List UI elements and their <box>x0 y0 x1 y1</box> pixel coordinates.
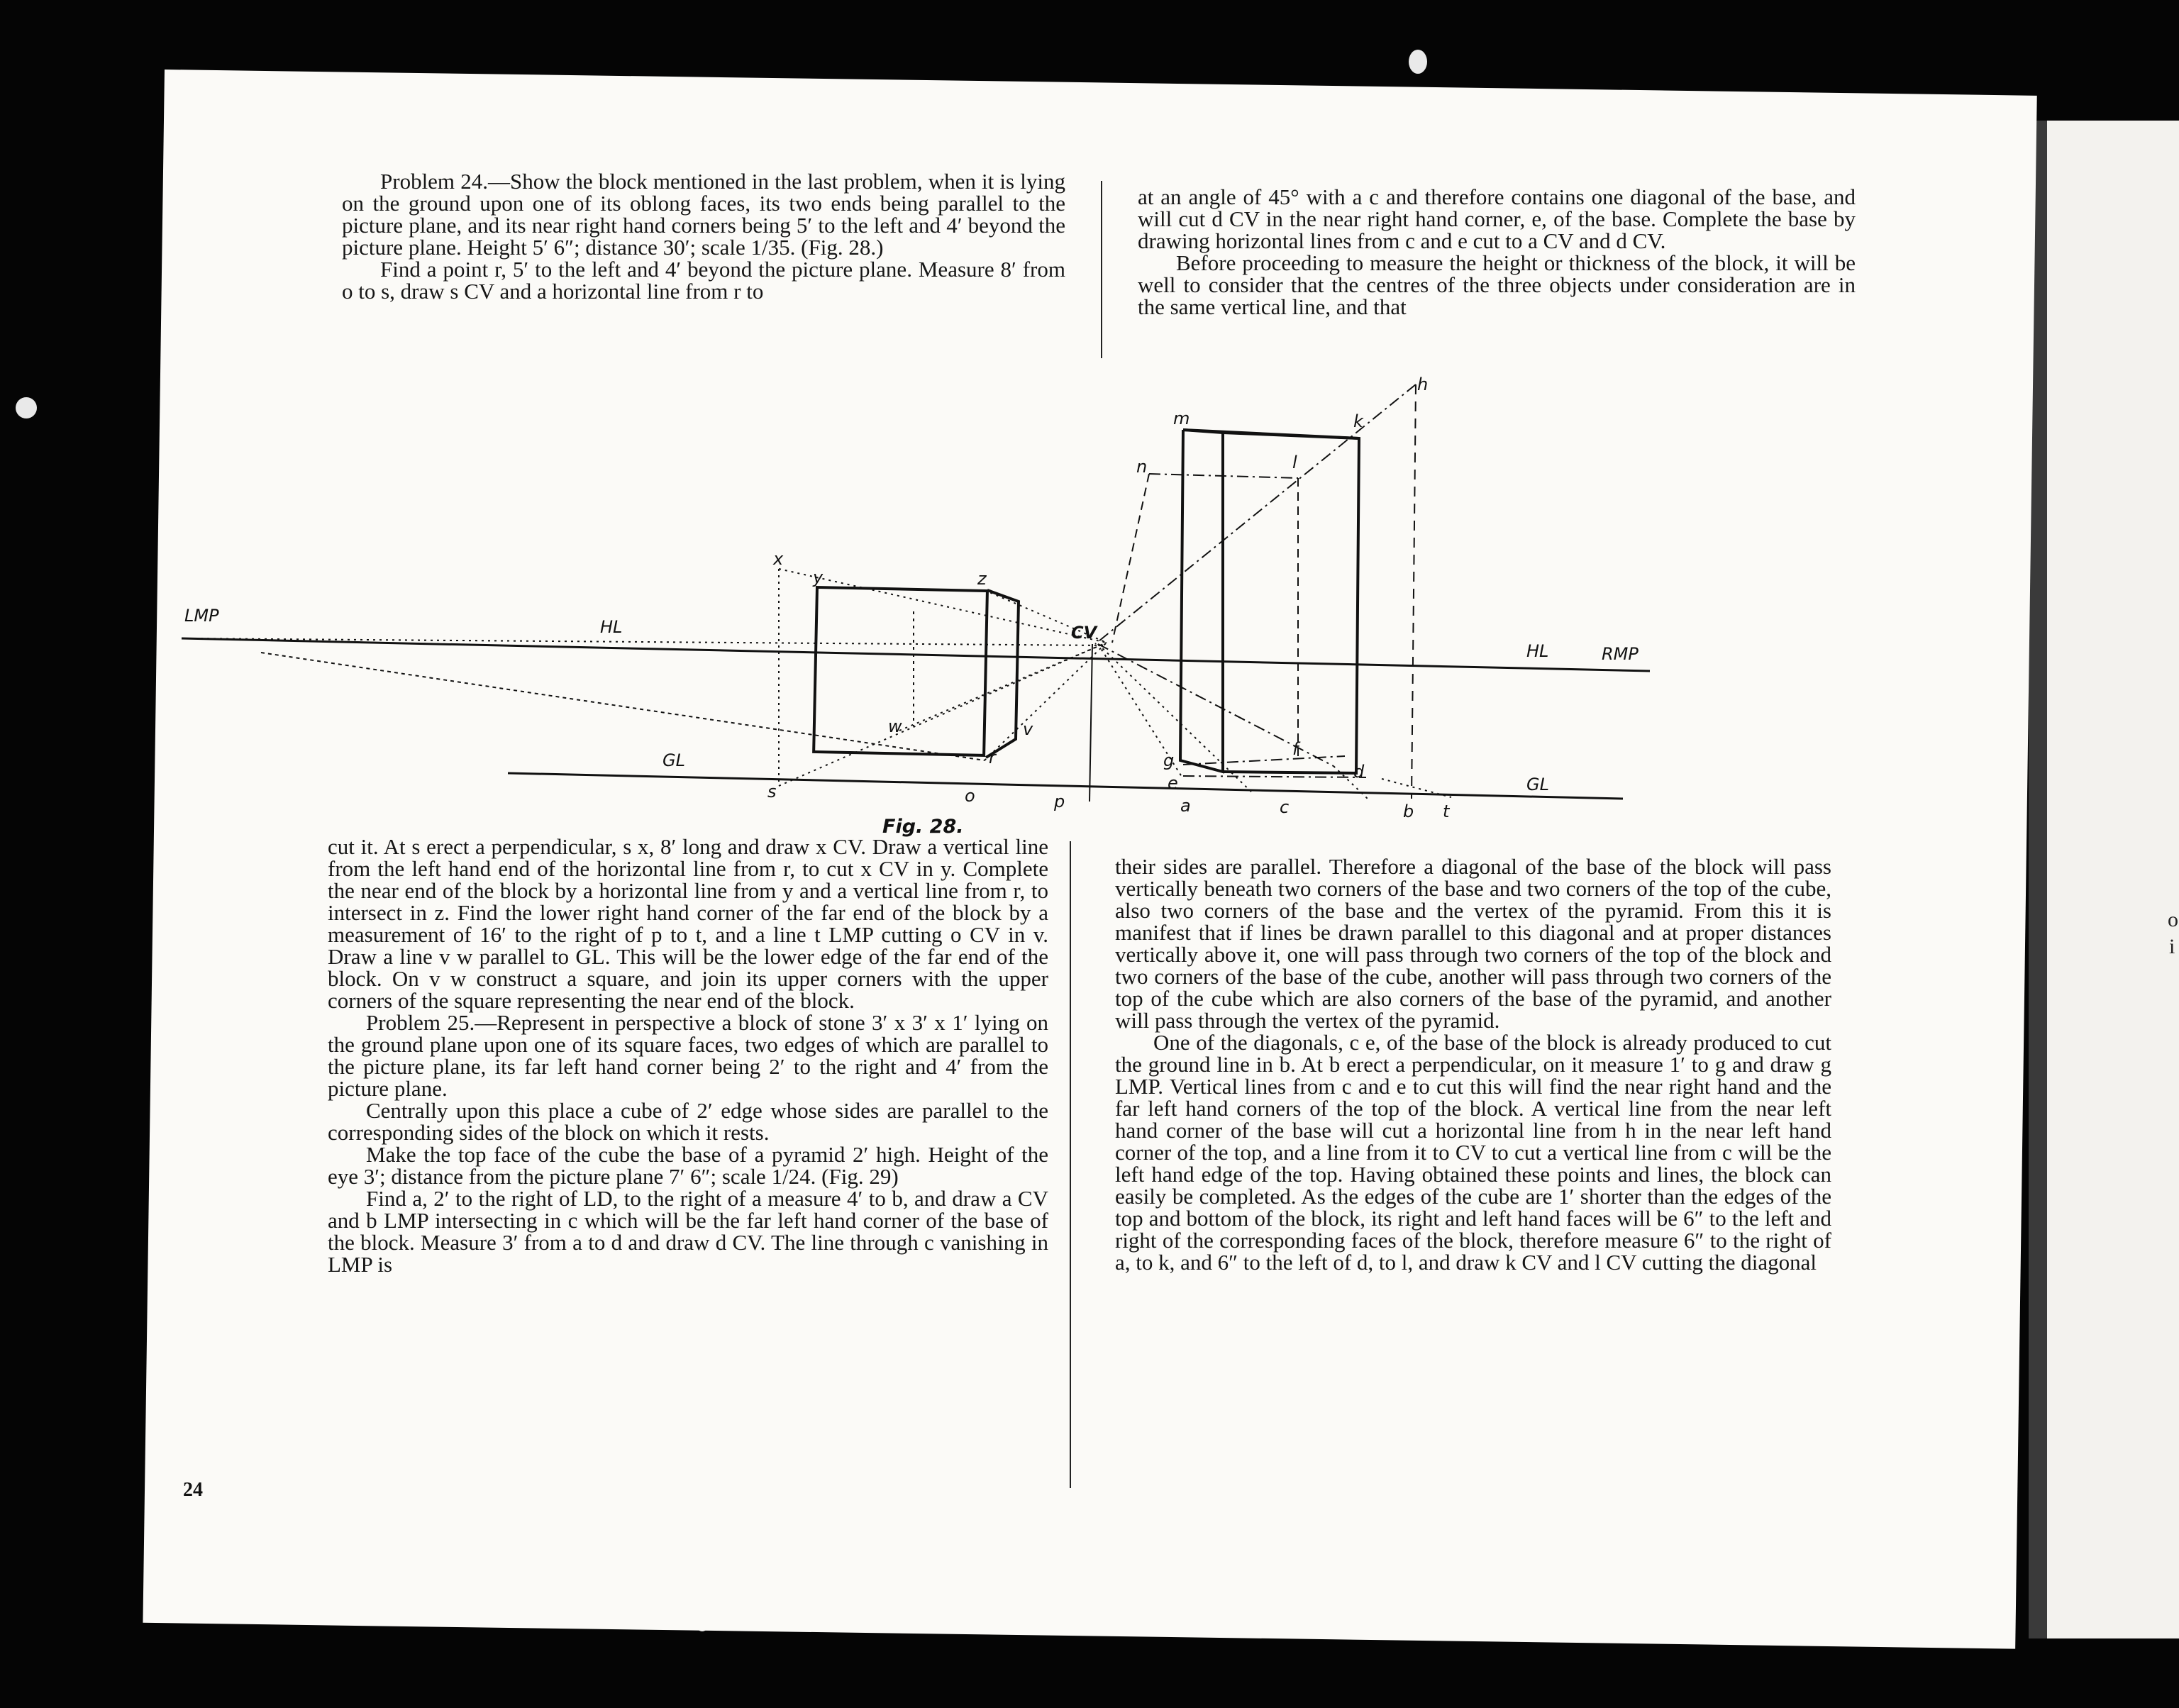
label-s: s <box>767 782 777 802</box>
label-cv: CV <box>1071 623 1097 643</box>
page-number: 24 <box>183 1479 203 1501</box>
label-x: x <box>773 549 784 569</box>
text-column-bottom-right <box>1115 855 1831 1273</box>
label-n: n <box>1136 457 1148 477</box>
figure-caption: Fig. 28. <box>882 816 964 838</box>
diagonal-line <box>1095 384 1416 644</box>
prism-left-face <box>1180 430 1223 772</box>
text-column-top-left <box>342 170 1065 302</box>
dash-dot-line <box>1183 756 1345 765</box>
label-hl: HL <box>1526 641 1549 661</box>
scan-dust <box>1409 50 1427 74</box>
ground-line <box>508 773 1623 799</box>
paragraph: cut it. At s erect a perpendicular, s x, 8′ long and draw x CV. Draw a vertical line from the left hand end of the horizontal line from r, to cut x CV in y. Complete the near end of the block by a horizontal line from y and a vertical line from r, to intersect in z. Find the lower right hand corner of the far end of the block by a measurement of 16′ to the right of p to t, and a line t LMP cutting o CV in v. Draw a line v w parallel to GL. This will be the lower edge of the far end of the block. On v w construct a square, and join its upper corners with the upper corners of the square representing the near end of the block. <box>328 834 1048 1013</box>
label-g: g <box>1163 750 1175 770</box>
vanishing-line <box>779 643 1107 786</box>
adjacent-page-edge <box>2029 121 2179 1638</box>
vanishing-line <box>779 569 1107 643</box>
paragraph: at an angle of 45° with a c and therefore contains one diagonal of the base, and will cut d CV in the near right hand corner, e, of the base. Complete the base by drawing horizontal lines from c and e cut to a CV and d CV. <box>1138 184 1856 253</box>
label-b: b <box>1403 802 1414 821</box>
label-t: t <box>1443 802 1450 821</box>
label-gl: GL <box>1526 775 1549 794</box>
label-e: e <box>1168 773 1178 793</box>
label-v: v <box>1023 719 1033 739</box>
scan-dust <box>16 397 37 418</box>
label-y: y <box>813 567 824 587</box>
dash-dot-line <box>1183 776 1366 777</box>
adjacent-page-glyph: o <box>2168 908 2178 931</box>
prism-front-face <box>1223 433 1359 773</box>
vanishing-line <box>261 653 985 760</box>
paragraph: Find a point r, 5′ to the left and 4′ beyond the picture plane. Measure 8′ from o to s, draw s CV and a horizontal line from r to <box>342 257 1065 304</box>
label-r: r <box>989 748 996 767</box>
vanishing-line <box>985 643 1107 760</box>
perspective-figure-28 <box>176 305 1708 858</box>
paragraph: Make the top face of the cube the base of a pyramid 2′ high. Height of the eye 3′; distance from the picture plane 7′ 6″; scale 1/24. (Fig. 29) <box>328 1142 1048 1189</box>
label-d: d <box>1353 762 1365 782</box>
label-z: z <box>977 569 987 589</box>
label-rmp: RMP <box>1602 644 1639 664</box>
text-column-bottom-left <box>328 836 1048 1275</box>
label-p: p <box>1054 792 1065 811</box>
paragraph-problem-25: Problem 25.—Represent in perspective a block of stone 3′ x 3′ x 1′ lying on the ground plane upon one of its square faces, two edges of which are parallel to the picture plane, its far left hand corner being 2′ to the right and 4′ from the picture plane. <box>328 1010 1048 1101</box>
label-m: m <box>1173 409 1190 428</box>
label-a: a <box>1180 796 1191 816</box>
label-f: f <box>1292 739 1299 759</box>
column-rule <box>1070 841 1071 1488</box>
label-k: k <box>1353 411 1363 431</box>
label-w: w <box>888 716 902 736</box>
paragraph: Before proceeding to measure the height or thickness of the block, it will be well to consider that the centres of the three objects under consideration are in the same vertical line, and that <box>1138 250 1856 319</box>
label-c: c <box>1280 797 1290 817</box>
label-hl: HL <box>600 617 623 637</box>
text-column-top-right <box>1138 186 1856 318</box>
perpendicular-b <box>1412 384 1416 799</box>
paragraph: One of the diagonals, c e, of the base of the block is already produced to cut the ground line in b. At b erect a perpendicular, on it measure 1′ to g and draw g LMP. Vertical lines from c and e to cut this will find the near right hand and the far left hand corners of the top of the block. A vertical line from the near left hand corner of the base will cut a horizontal line from h in the near left hand corner of the top, and a line from it to CV to cut a vertical line from c will be the left hand edge of the top. Having obtained these points and lines, the block can easily be completed. As the edges of the cube are 1′ shorter than the edges of the top and bottom of the block, its right and left hand faces will be 6″ to the left and right of the corresponding faces of the block, therefore measure 6″ to the right of a, to k, and 6″ to the left of d, to l, and draw k CV and l CV cutting the diagonal <box>1115 1030 1831 1275</box>
label-o: o <box>965 786 975 806</box>
prism-top-edge <box>1183 430 1359 438</box>
label-l: l <box>1292 453 1297 472</box>
label-h: h <box>1417 375 1429 394</box>
horizon-line <box>182 638 1650 671</box>
label-lmp: LMP <box>184 606 219 626</box>
center-vertical <box>1090 644 1092 802</box>
paragraph: Find a, 2′ to the right of LD, to the right of a measure 4′ to b, and draw a CV and b LMP intersecting in c which will be the far left hand corner of the base of the block. Measure 3′ from a to d and draw d CV. The line through c vanishing in LMP is <box>328 1186 1048 1277</box>
paragraph: their sides are parallel. Therefore a diagonal of the base of the block will pass vertically beneath two corners of the base and two corners of the top of the cube, also two corners of the base and the vertex of the pyramid. From this it is manifest that if lines be drawn parallel to this diagonal and at proper distances vertically above it, one will pass through two corners of the top of the block and two corners of the base of the cube, another will pass through two corners of the top of the cube which are also corners of the base of the pyramid, and another will pass through the vertex of the pyramid. <box>1115 854 1831 1033</box>
label-gl: GL <box>662 750 685 770</box>
vanishing-line <box>1112 474 1149 643</box>
paragraph-problem-24: Problem 24.—Show the block mentioned in the last problem, when it is lying on the ground upon one of its oblong faces, its two ends being parallel to the picture plane, and its near right hand corners being 5′ to the left and 4′ beyond the picture plane. Height 5′ 6″; distance 30′; scale 1/35. (Fig. 28.) <box>342 169 1065 260</box>
paragraph: Centrally upon this place a cube of 2′ edge whose sides are parallel to the corresponding sides of the block on which it rests. <box>328 1098 1048 1145</box>
adjacent-page-glyph: i <box>2169 935 2175 958</box>
